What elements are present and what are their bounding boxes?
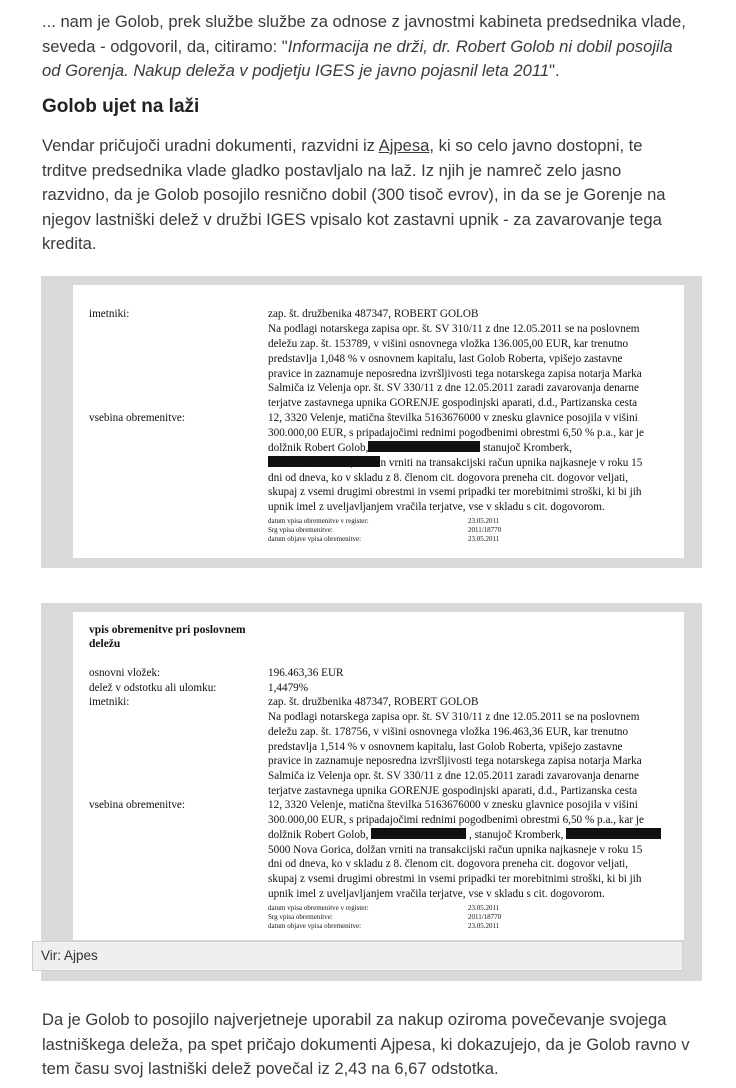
doc1-line: zap. št. družbenika 487347, ROBERT GOLOB bbox=[268, 308, 479, 320]
redaction-bar bbox=[368, 441, 480, 452]
doc2-line: terjatve zastavnega upnika GORENJE gospodinjski aparati, d.d., Partizanska cesta bbox=[268, 785, 638, 797]
doc1-meta-label: datum vpisa obremenitve v register: bbox=[268, 517, 369, 525]
body-line-1-pre: Vendar pričujoči uradni dokumenti, razvidni iz bbox=[42, 136, 379, 155]
doc2-meta-label: datum vpisa obremenitve v register: bbox=[268, 904, 369, 912]
body-line-2: trditve predsednika vlade gladko postavljalo na laž. Iz njih je namreč zelo jasno bbox=[42, 160, 622, 180]
doc2-line: deležu zap. št. 178756, v višini osnovnega vložka 196.463,36 EUR, kar trenutno bbox=[268, 726, 629, 738]
doc2-line: dni od dneva, ko v skladu z 8. členom cit. dogovora preneha cit. dogovor veljati, bbox=[268, 858, 629, 870]
doc2-line: predstavlja 1,514 % v osnovnem kapitalu, last Golob Roberta, vpišejo zastavne bbox=[268, 741, 623, 753]
doc1-line: terjatve zastavnega upnika GORENJE gospodinjski aparati, d.d., Partizanska cesta bbox=[268, 397, 638, 409]
doc2-meta-label: datum objave vpisa obremenitve: bbox=[268, 922, 362, 930]
doc2-title-2: deležu bbox=[89, 638, 121, 650]
doc1-residence: stanujoč Kromberk, bbox=[483, 442, 573, 454]
doc2-line: upnik imel z uveljavljanjem vračila terjatve, vse v skladu s cit. dogovorom. bbox=[268, 888, 605, 900]
doc2-line: Salmiča iz Velenja opr. št. SV 330/11 z dne 12.05.2011 zaradi zavarovanja denarne bbox=[268, 770, 639, 782]
doc1-line: 300.000,00 EUR, s pripadajočimi rednimi pogodbenimi obrestmi 6,50 % p.a., kar je bbox=[268, 427, 644, 439]
doc1-label-imetniki: imetniki: bbox=[89, 308, 130, 320]
doc2-label-vsebina: vsebina obremenitve: bbox=[89, 799, 185, 811]
outro-paragraph bbox=[42, 1008, 712, 1082]
doc1-line: 12, 3320 Velenje, matična številka 5163676000 v znesku glavnice posojila v višini bbox=[268, 412, 638, 424]
outro-line-2: lastniškega deleža, pa spet pričajo dokumenti Ajpesa, ki dokazujejo, da je Golob ravno v bbox=[42, 1034, 690, 1054]
outro-line-3: tem času svoj lastniški delež povečal iz 2,43 na 6,67 odstotka. bbox=[42, 1059, 499, 1078]
intro-line-1: ... nam je Golob, prek službe službe za odnose z javnostmi kabineta predsednika vlade, bbox=[42, 12, 686, 31]
doc2-line: 300.000,00 EUR, s pripadajočimi rednimi pogodbenimi obrestmi 6,50 % p.a., kar je bbox=[268, 814, 644, 826]
doc2-line: skupaj z vsemi drugimi obrestmi in vsemi pripadki ter morebitnimi stroški, ki bi jih bbox=[268, 873, 642, 885]
intro-line-3-post: ". bbox=[549, 61, 560, 80]
doc2-line: 12, 3320 Velenje, matična številka 5163676000 v znesku glavnice posojila v višini bbox=[268, 799, 638, 811]
body-line-3: razvidno, da je Golob posojilo resnično dobil (300 tisoč evrov), in da se je Gorenje na bbox=[42, 185, 666, 204]
document-image-1 bbox=[41, 276, 702, 568]
doc2-label-delez: delež v odstotku ali ulomku: bbox=[89, 682, 217, 694]
doc2-line: zap. št. družbenika 487347, ROBERT GOLOB bbox=[268, 696, 479, 708]
doc2-line: pravice in zaznamuje neposredna izvršljivosti tega notarskega zapisa notarja Marka bbox=[268, 755, 642, 767]
doc2-label-imetniki: imetniki: bbox=[89, 696, 130, 708]
doc2-debtor: dolžnik Robert Golob, bbox=[268, 829, 369, 841]
quote-italic-1: Informacija ne drži, dr. Robert Golob ni dobil posojila bbox=[287, 36, 673, 56]
doc2-title-1: vpis obremenitve pri poslovnem bbox=[89, 624, 246, 636]
doc1-meta-value: 23.05.2011 bbox=[468, 535, 500, 543]
registry-extract-1 bbox=[73, 285, 684, 558]
doc2-meta-value: 23.05.2011 bbox=[468, 904, 500, 912]
doc1-line: 5000 Nova Gorica, dolžan vrniti na transakcijski račun upnika najkasneje v roku 15 bbox=[268, 457, 643, 469]
doc1-label-vsebina: vsebina obremenitve: bbox=[89, 412, 185, 424]
section-heading: Golob ujet na laži bbox=[42, 96, 200, 117]
body-paragraph bbox=[42, 134, 712, 257]
doc2-residence: , stanujoč Kromberk, bbox=[468, 829, 564, 841]
doc1-meta-value: 23.05.2011 bbox=[468, 517, 500, 525]
document-image-2 bbox=[41, 603, 702, 981]
body-line-5: kredita. bbox=[42, 234, 97, 253]
doc1-line: Salmiča iz Velenja opr. št. SV 330/11 z dne 12.05.2011 zaradi zavarovanja denarne bbox=[268, 382, 639, 394]
doc2-value-delez: 1,4479% bbox=[268, 682, 309, 694]
registry-extract-2 bbox=[73, 612, 684, 940]
doc2-meta-value: 23.05.2011 bbox=[468, 922, 500, 930]
intro-paragraph bbox=[42, 10, 712, 84]
doc1-line: upnik imel z uveljavljanjem vračila terjatve, vse v skladu s cit. dogovorom. bbox=[268, 501, 605, 513]
doc2-label-vlozek: osnovni vložek: bbox=[89, 667, 161, 679]
doc1-line: pravice in zaznamuje neposredna izvršljivosti tega notarskega zapisa notarja Marka bbox=[268, 368, 642, 380]
redaction-bar bbox=[566, 828, 661, 839]
doc2-meta-label: Srg vpisa obremenitve: bbox=[268, 913, 333, 921]
doc1-meta-label: Srg vpisa obremenitve: bbox=[268, 526, 333, 534]
redaction-bar bbox=[371, 828, 466, 839]
doc1-debtor: dolžnik Robert Golob, bbox=[268, 442, 369, 454]
quote-italic-2: od Gorenja. Nakup deleža v podjetju IGES je javno pojasnil leta 2011 bbox=[42, 61, 550, 80]
image-caption: Vir: Ajpes bbox=[32, 941, 683, 971]
doc1-line: predstavlja 1,048 % v osnovnem kapitalu, last Golob Roberta, vpišejo zastavne bbox=[268, 353, 623, 365]
doc1-meta-value: 2011/18770 bbox=[468, 526, 502, 534]
doc2-line: 5000 Nova Gorica, dolžan vrniti na transakcijski račun upnika najkasneje v roku 15 bbox=[268, 844, 643, 856]
doc2-line-redacted bbox=[268, 828, 668, 843]
doc1-line: deležu zap. št. 153789, v višini osnovnega vložka 136.005,00 EUR, kar trenutno bbox=[268, 338, 629, 350]
doc1-meta-label: datum objave vpisa obremenitve: bbox=[268, 535, 362, 543]
intro-line-2-pre: seveda - odgovoril, da, citiramo: " bbox=[42, 36, 288, 56]
body-line-1-post: , ki so celo javno dostopni, te bbox=[429, 136, 643, 155]
ajpes-link[interactable]: Ajpesa bbox=[378, 136, 430, 155]
body-line-4: njegov lastniški delež v družbi IGES vpisalo kot zastavni upnik - za zavarovanje tega bbox=[42, 209, 662, 229]
doc2-meta-value: 2011/18770 bbox=[468, 913, 502, 921]
outro-line-1: Da je Golob to posojilo najverjetneje uporabil za nakup oziroma povečevanje svojega bbox=[42, 1010, 667, 1029]
doc1-line: Na podlagi notarskega zapisa opr. št. SV 310/11 z dne 12.05.2011 se na poslovnem bbox=[268, 323, 640, 335]
doc2-line: Na podlagi notarskega zapisa opr. št. SV 310/11 z dne 12.05.2011 se na poslovnem bbox=[268, 711, 640, 723]
doc1-line: skupaj z vsemi drugimi obrestmi in vsemi pripadki ter morebitnimi stroški, ki bi jih bbox=[268, 486, 642, 498]
doc2-value-vlozek: 196.463,36 EUR bbox=[268, 667, 344, 679]
doc1-line: dni od dneva, ko v skladu z 8. členom cit. dogovora preneha cit. dogovor veljati, bbox=[268, 472, 629, 484]
